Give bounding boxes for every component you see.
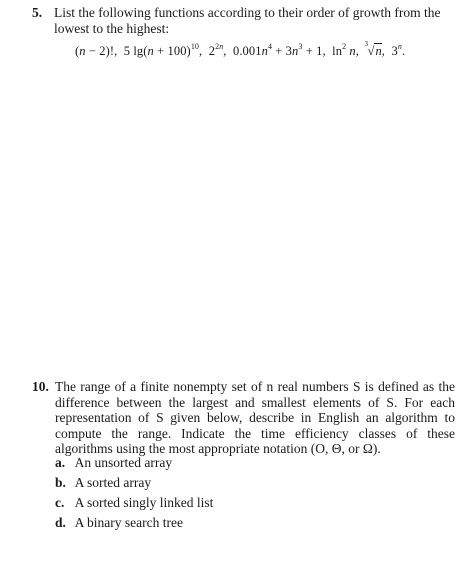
item-text: A binary search tree	[74, 515, 183, 530]
item-label: b.	[55, 475, 66, 490]
function-7: 3$^n$.	[391, 42, 406, 58]
item-text: An unsorted array	[74, 455, 173, 470]
representation-list	[55, 453, 213, 533]
item-text: A sorted singly linked list	[74, 495, 214, 510]
problem-number: 10.	[32, 379, 49, 394]
problem-number: 5.	[32, 5, 43, 20]
problem-text: List the following functions according to their order of growth from the lowest to the highest:	[54, 5, 441, 36]
list-item	[55, 453, 213, 473]
item-text: A sorted array	[74, 475, 152, 490]
item-label: a.	[55, 455, 66, 470]
function-5: $\ln^2 n$,	[332, 42, 360, 58]
list-item	[55, 473, 213, 493]
function-list	[75, 40, 406, 59]
item-label: d.	[55, 515, 66, 530]
function-1: (n − 2)!,	[75, 44, 118, 58]
function-4: $0.001n^4 + 3n^3 + 1$,	[232, 42, 326, 58]
function-6: 3 √n,	[364, 40, 386, 58]
list-item	[55, 493, 213, 513]
function-3: $2^{2n}$,	[208, 42, 227, 58]
list-item	[55, 513, 213, 533]
problem-text: The range of a finite nonempty set of n real numbers S is defined as the difference between the largest and smallest elements of S. For each representation of S given below, describe in English an algorithm to compute the range. Indicate the time efficiency classes of these algorithms using the most appropriate notation (O, Θ, or Ω).	[55, 379, 455, 456]
item-label: c.	[55, 495, 65, 510]
function-2: 5 $\lg(n + 100)^{10}$,	[123, 42, 203, 58]
